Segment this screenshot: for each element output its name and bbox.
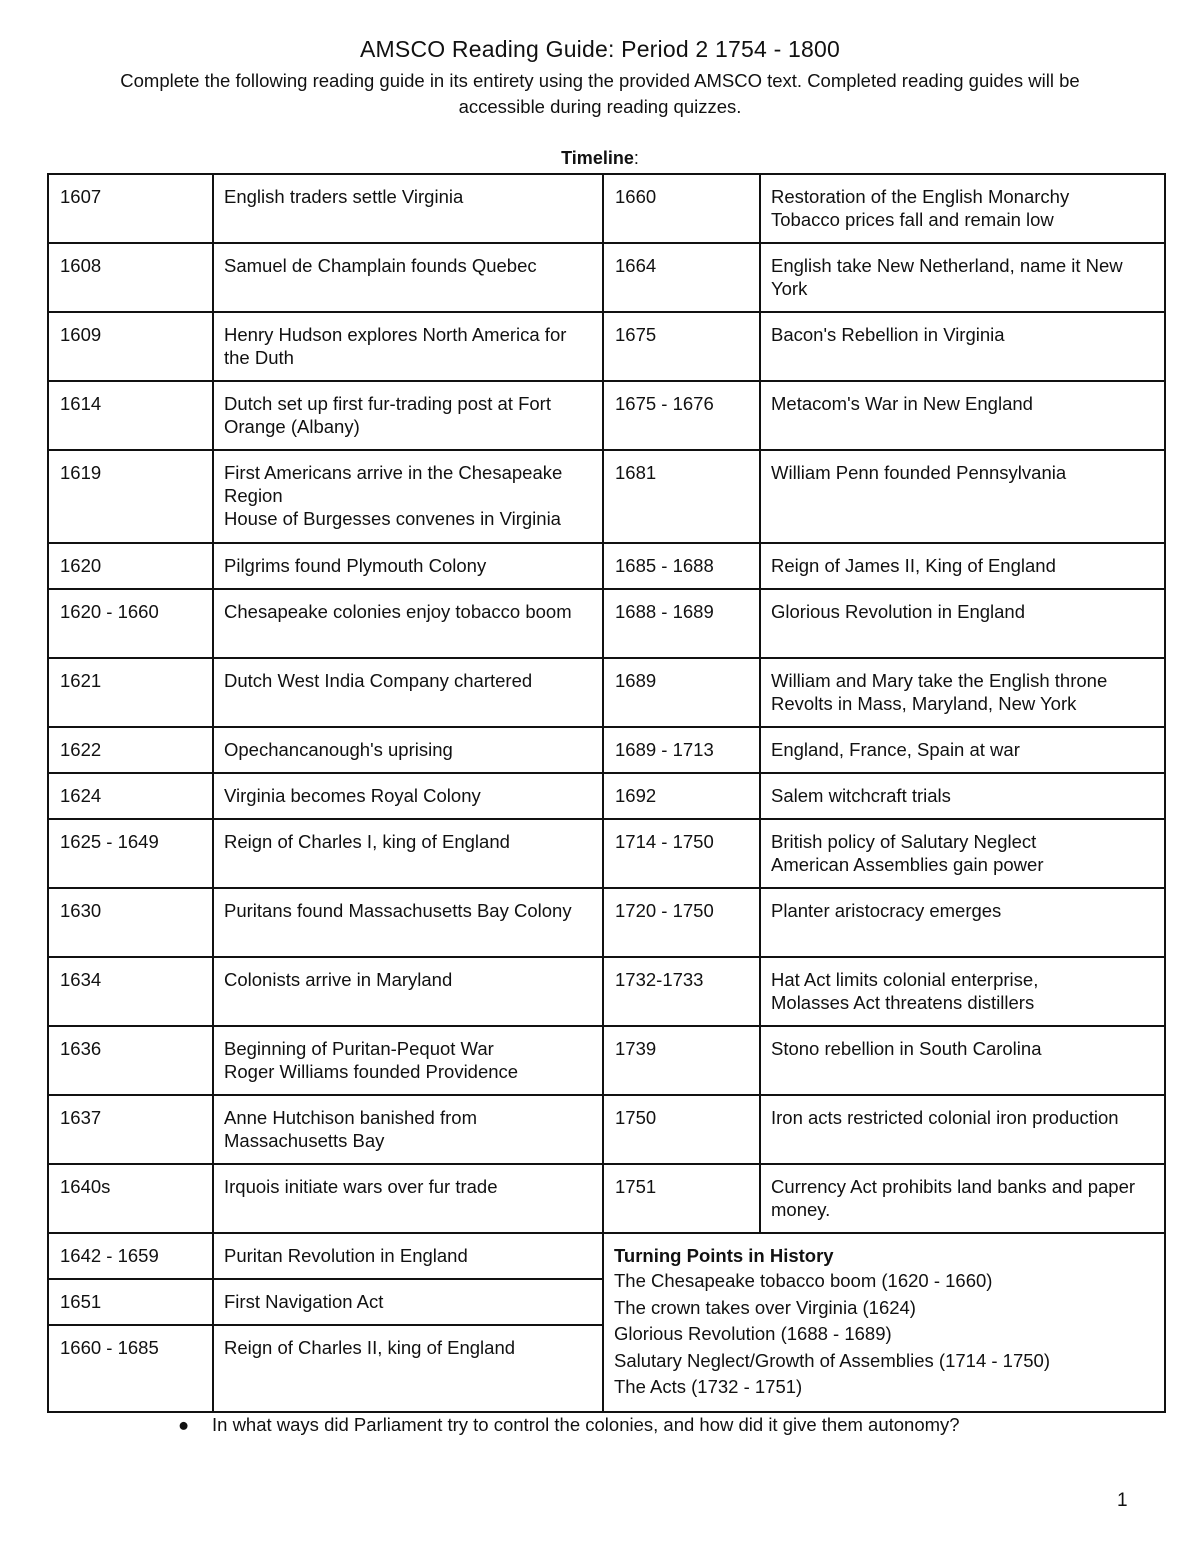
year-cell: 1620 [48,543,213,589]
year-cell: 1688 - 1689 [603,589,760,658]
event-cell [213,957,603,1026]
question-text: In what ways did Parliament try to control the colonies, and how did it give them autonomy? [212,1414,960,1435]
year-cell: 1636 [48,1026,213,1095]
event-cell [760,174,1165,243]
event-line: Reign of James II, King of England [771,555,1056,576]
event-line: Restoration of the English Monarchy [771,186,1070,207]
event-cell [213,1026,603,1095]
event-cell [213,1095,603,1164]
timeline-row [48,589,1165,658]
turning-point-item: The Chesapeake tobacco boom (1620 - 1660) [614,1270,993,1291]
year-cell: 1624 [48,773,213,819]
timeline-row [48,381,1165,450]
year-cell: 1751 [603,1164,760,1233]
year-cell: 1609 [48,312,213,381]
event-cell [760,1026,1165,1095]
timeline-row [48,957,1165,1026]
event-line: Salem witchcraft trials [771,785,951,806]
event-cell [760,1164,1165,1233]
event-cell [760,658,1165,727]
year-cell: 1689 [603,658,760,727]
timeline-row [48,450,1165,543]
year-cell: 1732-1733 [603,957,760,1026]
event-cell: First Navigation Act [213,1279,603,1325]
event-cell [213,243,603,312]
event-cell [760,381,1165,450]
timeline-row [48,1026,1165,1095]
year-cell: 1608 [48,243,213,312]
event-line: England, France, Spain at war [771,739,1020,760]
event-cell [213,174,603,243]
event-line: English traders settle Virginia [224,186,464,207]
year-cell: 1651 [48,1279,213,1325]
bullet-icon: ● [178,1414,190,1435]
year-cell: 1607 [48,174,213,243]
year-cell: 1692 [603,773,760,819]
event-line: Henry Hudson explores North America for the Duth [224,324,567,368]
timeline-row [48,773,1165,819]
timeline-row [48,174,1165,243]
timeline-row [48,312,1165,381]
event-line: Colonists arrive in Maryland [224,969,453,990]
event-cell [213,658,603,727]
event-line: Reign of Charles I, king of England [224,831,510,852]
turning-point-item: The Acts (1732 - 1751) [614,1376,803,1397]
event-cell: Puritan Revolution in England [213,1233,603,1279]
event-line: Roger Williams founded Providence [224,1061,519,1082]
event-line: Bacon's Rebellion in Virginia [771,324,1005,345]
event-line: Hat Act limits colonial enterprise, [771,969,1039,990]
event-line: Anne Hutchison banished from Massachusetts Bay [224,1107,477,1151]
turning-point-item: The crown takes over Virginia (1624) [614,1296,916,1318]
instructions-text: Complete the following reading guide in its entirety using the provided AMSCO text. Completed reading guides will be accessible during reading quizzes. [120,70,1080,117]
event-cell [760,312,1165,381]
question-item [178,1414,960,1436]
event-line: Revolts in Mass, Maryland, New York [771,693,1077,714]
year-cell: 1714 - 1750 [603,819,760,888]
event-line: Pilgrims found Plymouth Colony [224,555,487,576]
event-cell: Reign of Charles II, king of England [213,1325,603,1412]
year-cell: 1620 - 1660 [48,589,213,658]
timeline-row [48,658,1165,727]
event-line: Irquois initiate wars over fur trade [224,1176,498,1197]
year-cell: 1619 [48,450,213,543]
event-cell [760,589,1165,658]
event-cell [213,312,603,381]
event-cell [760,243,1165,312]
timeline-label: Timeline [561,148,634,168]
timeline-row [48,243,1165,312]
year-cell: 1614 [48,381,213,450]
event-line: English take New Netherland, name it New York [771,255,1123,299]
event-line: Tobacco prices fall and remain low [771,209,1054,230]
event-line: Dutch set up first fur-trading post at Fort Orange (Albany) [224,393,551,437]
event-cell [213,450,603,543]
year-cell: 1625 - 1649 [48,819,213,888]
year-cell: 1660 - 1685 [48,1325,213,1412]
year-cell: 1621 [48,658,213,727]
event-line: Virginia becomes Royal Colony [224,785,481,806]
event-cell [213,543,603,589]
event-line: Planter aristocracy emerges [771,900,1002,921]
event-line: William and Mary take the English throne [771,670,1108,691]
event-cell [760,1095,1165,1164]
timeline-row [48,1095,1165,1164]
year-cell: 1675 - 1676 [603,381,760,450]
event-cell [760,819,1165,888]
event-line: Puritans found Massachusetts Bay Colony [224,900,572,921]
event-cell [760,543,1165,589]
event-cell [213,589,603,658]
year-cell: 1750 [603,1095,760,1164]
timeline-row [48,819,1165,888]
year-cell: 1675 [603,312,760,381]
event-line: Currency Act prohibits land banks and paper money. [771,1176,1136,1220]
event-line: Chesapeake colonies enjoy tobacco boom [224,601,572,622]
timeline-table [47,173,1166,1413]
event-line: Dutch West India Company chartered [224,670,533,691]
event-line: British policy of Salutary Neglect [771,831,1037,852]
document-title: AMSCO Reading Guide: Period 2 1754 - 1800 [360,36,840,62]
event-cell [760,888,1165,957]
event-line: First Americans arrive in the Chesapeake Region [224,462,563,506]
year-cell: 1642 - 1659 [48,1233,213,1279]
page-number: 1 [1117,1490,1128,1511]
year-cell: 1637 [48,1095,213,1164]
event-line: Iron acts restricted colonial iron production [771,1107,1119,1128]
event-cell [213,727,603,773]
timeline-row [48,1164,1165,1233]
year-cell: 1622 [48,727,213,773]
event-cell [213,773,603,819]
event-line: Glorious Revolution in England [771,601,1026,622]
timeline-heading [0,148,1200,169]
year-cell: 1664 [603,243,760,312]
turning-point-item: Glorious Revolution (1688 - 1689) [614,1323,892,1344]
year-cell: 1739 [603,1026,760,1095]
timeline-colon: : [633,148,639,168]
event-cell [213,1164,603,1233]
year-cell: 1640s [48,1164,213,1233]
year-cell: 1720 - 1750 [603,888,760,957]
turning-points-box [603,1233,1165,1412]
year-cell: 1689 - 1713 [603,727,760,773]
event-line: Beginning of Puritan-Pequot War [224,1038,494,1059]
event-line: Metacom's War in New England [771,393,1033,414]
event-cell [213,819,603,888]
turning-point-item: Salutary Neglect/Growth of Assemblies (1714 - 1750) [614,1349,1050,1371]
year-cell: 1634 [48,957,213,1026]
event-line: Opechancanough's uprising [224,739,453,760]
year-cell: 1660 [603,174,760,243]
timeline-row [48,543,1165,589]
event-cell [213,888,603,957]
year-cell: 1630 [48,888,213,957]
event-cell [760,957,1165,1026]
event-cell [213,381,603,450]
timeline-row [48,1233,1165,1279]
year-cell: 1685 - 1688 [603,543,760,589]
event-cell [760,727,1165,773]
event-line: Samuel de Champlain founds Quebec [224,255,537,276]
timeline-row [48,888,1165,957]
timeline-body [48,174,1165,1412]
event-line: House of Burgesses convenes in Virginia [224,508,561,529]
timeline-row [48,727,1165,773]
event-line: Stono rebellion in South Carolina [771,1038,1042,1059]
event-line: William Penn founded Pennsylvania [771,462,1067,483]
event-cell [760,773,1165,819]
event-line: Molasses Act threatens distillers [771,992,1035,1013]
turning-points-heading: Turning Points in History [614,1245,834,1266]
event-cell [760,450,1165,543]
event-line: American Assemblies gain power [771,854,1044,875]
year-cell: 1681 [603,450,760,543]
